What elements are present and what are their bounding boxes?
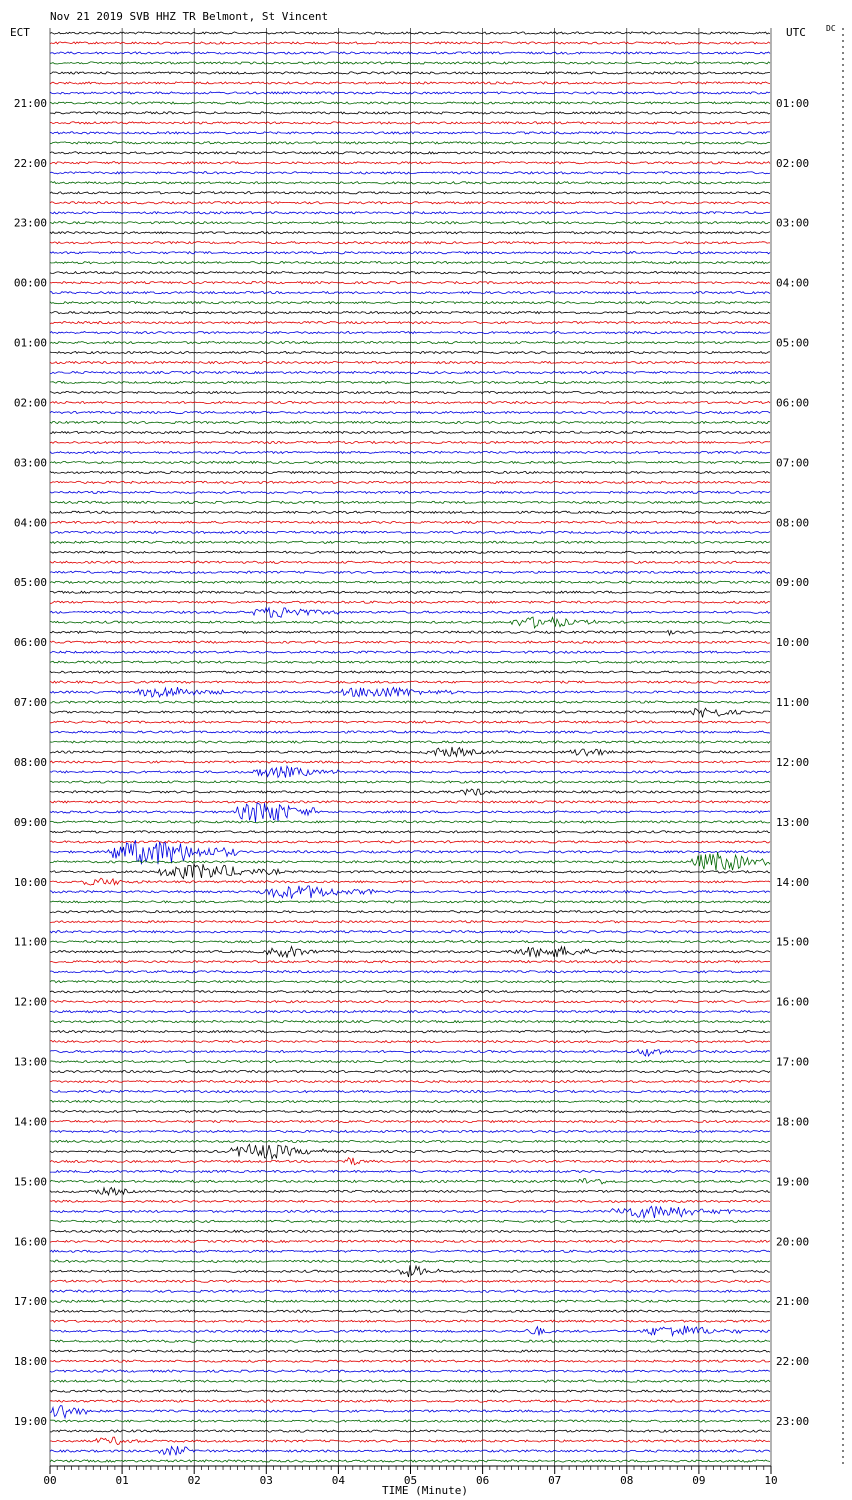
seismic-trace-row [50,32,770,34]
seismic-trace-row [50,1001,770,1003]
left-time-label: 07:00 [13,696,47,710]
left-time-label: 06:00 [13,636,47,650]
seismic-trace-row [50,152,770,154]
right-time-label: 05:00 [776,336,810,350]
left-time-label: 15:00 [13,1175,47,1189]
seismic-trace-row [50,52,770,54]
seismic-trace-row [50,1360,770,1362]
seismic-trace-row [50,292,770,294]
seismic-trace-row [50,991,770,993]
seismic-trace-row [50,202,770,204]
seismic-trace-row [50,1265,770,1277]
seismic-trace-row [50,1049,770,1056]
right-time-label: 03:00 [776,216,810,230]
seismic-trace-row [50,501,770,503]
seismic-trace-row [50,1340,770,1342]
left-time-label: 23:00 [13,216,47,230]
left-time-label: 09:00 [13,815,47,829]
seismic-traces [50,32,770,1462]
seismic-trace-row [50,687,770,697]
left-time-label: 18:00 [13,1355,47,1369]
x-tick-label: 06 [475,1474,490,1487]
seismic-trace-row [50,1179,770,1184]
left-time-label: 19:00 [13,1415,47,1429]
seismic-trace-row [50,878,770,885]
seismic-trace-row [50,1080,770,1082]
seismic-trace-row [50,411,770,413]
seismic-trace-row [50,1300,770,1302]
seismic-trace-row [50,1110,770,1112]
seismic-trace-row [50,841,770,843]
seismic-trace-row [50,1188,770,1196]
left-time-label: 11:00 [13,935,47,949]
left-timezone-label: ECT [10,26,30,39]
seismic-trace-row [50,1320,770,1322]
seismic-trace-row [50,212,770,214]
seismic-trace-row [50,342,770,344]
x-tick-label: 05 [403,1474,418,1487]
seismic-trace-row [50,451,770,453]
seismic-trace-row [50,431,770,433]
seismic-trace-row [50,1420,770,1422]
x-tick-label: 01 [115,1474,129,1487]
seismic-trace-row [50,931,770,933]
seismic-trace-row [50,252,770,254]
left-time-label: 10:00 [13,875,47,889]
seismic-trace-row [50,581,770,583]
seismic-trace-row [50,946,770,957]
seismic-trace-row [50,981,770,983]
seismic-trace-row [50,461,770,463]
seismic-trace-row [50,551,770,553]
seismic-trace-row [50,282,770,284]
right-time-label: 14:00 [776,875,810,889]
x-tick-label: 10 [764,1474,778,1487]
seismic-trace-row [50,747,770,756]
seismic-trace-row [50,222,770,224]
right-time-label: 08:00 [776,516,810,530]
left-time-label: 00:00 [13,276,47,290]
seismic-trace-row [50,491,770,493]
seismic-trace-row [50,781,770,783]
seismic-trace-row [50,1326,770,1336]
seismic-trace-row [50,511,770,513]
seismic-trace-row [50,1061,770,1063]
seismic-trace-row [50,132,770,134]
left-time-label: 08:00 [13,755,47,769]
seismic-trace-row [50,1430,770,1432]
seismic-trace-row [50,1400,770,1402]
right-time-label: 16:00 [776,995,810,1009]
seismic-trace-row [50,122,770,124]
seismic-trace-row [50,1220,770,1222]
right-time-label: 09:00 [776,576,810,590]
seismic-trace-row [50,1240,770,1242]
seismic-trace-row [50,971,770,973]
x-tick-label: 00 [43,1474,57,1487]
seismic-trace-row [50,1370,770,1372]
seismic-trace-row [50,162,770,164]
seismic-trace-row [50,82,770,84]
seismic-trace-row [50,531,770,533]
seismic-trace-row [50,1021,770,1023]
seismic-trace-row [50,671,770,673]
right-time-label: 06:00 [776,396,810,410]
seismic-trace-row [50,630,770,635]
seismic-trace-row [50,801,770,803]
seismic-trace-row [50,886,770,899]
seismic-trace-row [50,608,770,618]
right-time-label: 11:00 [776,696,810,710]
seismic-trace-row [50,401,770,403]
seismic-trace-row [50,72,770,74]
seismic-trace-row [50,322,770,324]
seismic-trace-row [50,1120,770,1122]
seismic-trace-row [50,911,770,913]
seismic-trace-row [50,62,770,64]
seismic-trace-row [50,1140,770,1142]
seismic-trace-row [50,112,770,114]
seismic-trace-row [50,1437,770,1444]
seismic-trace-row [50,1260,770,1262]
seismic-trace-row [50,1290,770,1292]
seismic-trace-row [50,1041,770,1043]
left-time-label: 22:00 [13,156,47,170]
seismic-trace-row [50,681,770,683]
left-time-label: 21:00 [13,96,47,110]
x-tick-label: 03 [259,1474,273,1487]
seismic-trace-row [50,1230,770,1232]
seismic-trace-row [50,421,770,423]
seismic-trace-row [50,302,770,304]
seismic-trace-row [50,661,770,663]
seismic-trace-row [50,901,770,903]
seismic-trace-row [50,521,770,523]
seismic-trace-row [50,921,770,923]
seismic-trace-row [50,591,770,593]
seismic-trace-row [50,1031,770,1033]
seismic-trace-row [50,172,770,174]
seismic-trace-row [50,232,770,234]
seismic-trace-row [50,242,770,244]
dc-label: DC [826,24,836,33]
seismic-trace-row [50,961,770,963]
right-time-label: 12:00 [776,755,810,769]
left-time-label: 04:00 [13,516,47,530]
seismic-trace-row [50,471,770,473]
right-time-label: 02:00 [776,156,810,170]
left-time-label: 14:00 [13,1115,47,1129]
x-tick-label: 08 [620,1474,634,1487]
x-tick-label: 09 [692,1474,706,1487]
right-time-label: 15:00 [776,935,810,949]
left-time-label: 12:00 [13,995,47,1009]
seismic-trace-row [50,441,770,443]
seismic-trace-row [50,391,770,393]
seismic-trace-row [50,789,770,795]
right-time-label: 23:00 [776,1415,810,1429]
seismic-trace-row [50,1130,770,1132]
seismic-trace-row [50,708,770,717]
seismic-trace-row [50,1200,770,1202]
seismic-trace-row [50,761,770,763]
seismic-trace-row [50,142,770,144]
seismic-trace-row [50,1446,770,1455]
seismic-trace-row [50,1250,770,1252]
x-tick-label: 07 [548,1474,562,1487]
seismic-trace-row [50,42,770,44]
seismic-trace-row [50,102,770,104]
seismic-trace-row [50,1070,770,1072]
seismic-trace-row [50,651,770,653]
seismic-trace-row [50,361,770,363]
seismic-trace-row [50,351,770,353]
seismic-trace-row [50,332,770,334]
right-time-label: 13:00 [776,815,810,829]
left-time-label: 17:00 [13,1295,47,1309]
left-time-label: 16:00 [13,1235,47,1249]
seismic-trace-row [50,803,770,823]
seismic-trace-row [50,1206,770,1218]
seismic-trace-row [50,617,770,628]
seismic-trace-row [50,192,770,194]
seismic-trace-row [50,731,770,733]
seismic-trace-row [50,721,770,723]
seismic-trace-row [50,381,770,383]
x-axis-label: TIME (Minute) [381,1484,469,1497]
seismic-trace-row [50,1100,770,1102]
seismic-trace-row [50,1144,770,1159]
left-time-label: 02:00 [13,396,47,410]
seismic-trace-row [50,312,770,314]
seismic-trace-row [50,1350,770,1352]
right-time-label: 20:00 [776,1235,810,1249]
left-time-label: 13:00 [13,1055,47,1069]
right-time-label: 07:00 [776,456,810,470]
right-time-label: 18:00 [776,1115,810,1129]
seismic-trace-row [50,1011,770,1013]
seismic-trace-row [50,831,770,833]
seismic-trace-row [50,821,770,823]
seismic-trace-row [50,481,770,483]
seismic-trace-row [50,601,770,603]
seismic-trace-row [50,371,770,373]
seismic-trace-row [50,1406,770,1418]
seismic-trace-row [50,1390,770,1392]
x-tick-label: 04 [331,1474,346,1487]
seismic-trace-row [50,262,770,264]
seismic-trace-row [50,1170,770,1172]
left-time-label: 05:00 [13,576,47,590]
seismic-trace-row [50,864,770,878]
seismic-trace-row [50,1380,770,1382]
seismic-trace-row [50,1460,770,1462]
seismic-trace-row [50,766,770,777]
seismic-trace-row [50,1158,770,1165]
right-time-label: 21:00 [776,1295,810,1309]
right-time-label: 01:00 [776,96,810,110]
left-time-label: 03:00 [13,456,47,470]
right-time-label: 04:00 [776,276,810,290]
seismic-trace-row [50,641,770,643]
seismic-trace-row [50,92,770,94]
seismic-trace-row [50,941,770,943]
seismic-trace-row [50,272,770,274]
right-time-label: 10:00 [776,636,810,650]
seismic-trace-row [50,1280,770,1282]
seismic-trace-row [50,541,770,543]
right-time-label: 17:00 [776,1055,810,1069]
seismic-trace-row [50,741,770,743]
left-time-label: 01:00 [13,336,47,350]
seismic-trace-row [50,701,770,703]
right-timezone-label: UTC [786,26,806,39]
seismic-trace-row [50,571,770,573]
chart-title: Nov 21 2019 SVB HHZ TR Belmont, St Vincent [50,10,329,23]
right-time-label: 22:00 [776,1355,810,1369]
right-time-label: 19:00 [776,1175,810,1189]
seismic-trace-row [50,1310,770,1312]
seismic-trace-row [50,561,770,563]
seismic-trace-row [50,182,770,184]
x-tick-label: 02 [187,1474,201,1487]
seismic-trace-row [50,1090,770,1092]
